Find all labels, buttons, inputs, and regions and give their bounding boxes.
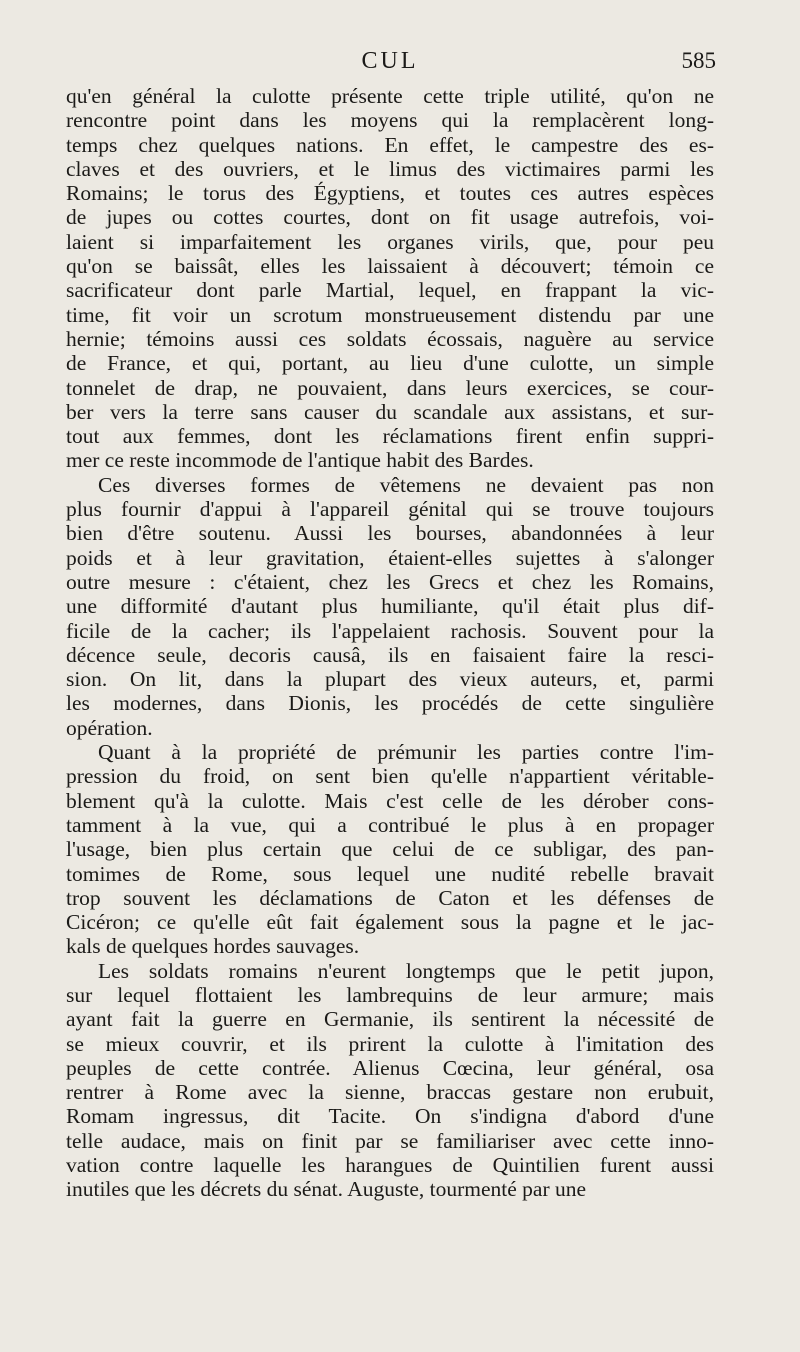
text-line: opération. xyxy=(66,715,153,740)
text-line: de jupes ou cottes courtes, dont on fit usage autrefois, voi- xyxy=(66,205,714,230)
text-line: tonnelet de drap, ne pouvaient, dans leurs exercices, se cour- xyxy=(66,375,714,400)
text-line: ficile de la cacher; ils l'appelaient rachosis. Souvent pour la xyxy=(66,618,714,643)
text-line: Romains; le torus des Égyptiens, et toutes ces autres espèces xyxy=(66,181,714,206)
text-line: time, fit voir un scrotum monstrueusement distendu par une xyxy=(66,302,714,327)
text-line: ayant fait la guerre en Germanie, ils sentirent la nécessité de xyxy=(66,1007,714,1032)
body-text xyxy=(66,84,714,1202)
text-line: ber vers la terre sans causer du scandale aux assistans, et sur- xyxy=(66,399,714,424)
text-line: rencontre point dans les moyens qui la remplacèrent long- xyxy=(66,108,714,133)
text-line: temps chez quelques nations. En effet, le campestre des es- xyxy=(66,132,714,157)
text-line: mer ce reste incommode de l'antique habit des Bardes. xyxy=(66,448,534,473)
paragraph xyxy=(66,473,714,740)
paragraph xyxy=(66,84,714,473)
running-title: CUL xyxy=(361,48,419,74)
text-line: telle audace, mais on finit par se familiariser avec cette inno- xyxy=(66,1128,714,1153)
text-line: kals de quelques hordes sauvages. xyxy=(66,934,360,959)
text-line: décence seule, decoris causâ, ils en faisaient faire la resci- xyxy=(66,642,714,667)
text-line: Les soldats romains n'eurent longtemps que le petit jupon, xyxy=(98,958,714,983)
text-line: outre mesure : c'étaient, chez les Grecs et chez les Romains, xyxy=(66,569,714,594)
text-line: sacrificateur dont parle Martial, lequel, en frappant la vic- xyxy=(66,278,714,303)
text-line: bien d'être soutenu. Aussi les bourses, abandonnées à leur xyxy=(66,521,714,546)
text-line: pression du froid, on sent bien qu'elle n'appartient véritable- xyxy=(66,764,714,789)
text-line: rentrer à Rome avec la sienne, braccas gestare non erubuit, xyxy=(66,1080,714,1105)
text-line: tamment à la vue, qui a contribué le plus à en propager xyxy=(66,812,714,837)
text-line: se mieux couvrir, et ils prirent la culotte à l'imitation des xyxy=(66,1031,714,1056)
text-line: trop souvent les déclamations de Caton et les défenses de xyxy=(66,885,714,910)
text-line: hernie; témoins aussi ces soldats écossais, naguère au service xyxy=(66,326,714,351)
page-number: 585 xyxy=(681,48,716,73)
text-line: tomimes de Rome, sous lequel une nudité rebelle bravait xyxy=(66,861,714,886)
text-line: une difformité d'autant plus humiliante, qu'il était plus dif- xyxy=(66,594,714,619)
text-line: blement qu'à la culotte. Mais c'est celle de les dérober cons- xyxy=(66,788,714,813)
text-line: de France, et qui, portant, au lieu d'une culotte, un simple xyxy=(66,351,714,376)
text-line: sion. On lit, dans la plupart des vieux auteurs, et, parmi xyxy=(66,667,714,692)
text-line: Cicéron; ce qu'elle eût fait également sous la pagne et le jac- xyxy=(66,910,714,935)
paragraph xyxy=(66,740,714,959)
text-line: Romam ingressus, dit Tacite. On s'indigna d'abord d'une xyxy=(66,1104,714,1129)
paragraph xyxy=(66,959,714,1202)
text-line: peuples de cette contrée. Alienus Cœcina, leur général, osa xyxy=(66,1055,714,1080)
text-line: claves et des ouvriers, et le limus des victimaires parmi les xyxy=(66,156,714,181)
text-line: Ces diverses formes de vêtemens ne devaient pas non xyxy=(98,472,714,497)
text-line: qu'en général la culotte présente cette triple utilité, qu'on ne xyxy=(66,84,714,108)
text-line: inutiles que les décrets du sénat. Auguste, tourmenté par une xyxy=(66,1177,587,1202)
text-line: poids et à leur gravitation, étaient-elles sujettes à s'alonger xyxy=(66,545,714,570)
text-line: Quant à la propriété de prémunir les parties contre l'im- xyxy=(98,740,714,765)
text-line: vation contre laquelle les harangues de Quintilien furent aussi xyxy=(66,1153,714,1178)
text-line: laient si imparfaitement les organes virils, que, pour peu xyxy=(66,229,714,254)
text-line: sur lequel flottaient les lambrequins de leur armure; mais xyxy=(66,982,714,1007)
text-line: tout aux femmes, dont les réclamations firent enfin suppri- xyxy=(66,424,714,449)
text-line: l'usage, bien plus certain que celui de ce subligar, des pan- xyxy=(66,837,714,862)
text-line: plus fournir d'appui à l'appareil génital qui se trouve toujours xyxy=(66,497,714,522)
text-line: les modernes, dans Dionis, les procédés de cette singulière xyxy=(66,691,714,716)
text-line: qu'on se baissât, elles les laissaient à découvert; témoin ce xyxy=(66,254,714,279)
running-head xyxy=(66,44,714,84)
